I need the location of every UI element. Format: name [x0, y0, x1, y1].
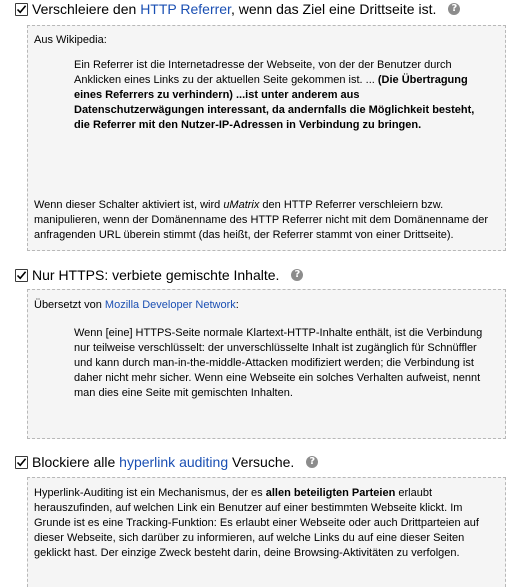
https-only-checkbox[interactable] [15, 269, 28, 282]
mozilla-developer-network-link[interactable]: Mozilla Developer Network [104, 299, 236, 311]
help-icon[interactable]: ? [306, 456, 318, 468]
help-icon[interactable]: ? [448, 3, 460, 15]
checkmark-icon [16, 457, 27, 468]
checkmark-icon [16, 270, 27, 281]
auditing-info-box [27, 477, 506, 587]
referrer-description: Wenn dieser Schalter aktiviert ist, wird uMatrix den HTTP Referrer verschleiern bzw. manipulieren, wenn der Domänenname des HTTP Referrer nicht mit dem Domänenname der anfragenden URL überein stimmt (das heißt, der Referrer stammt von einer Drittseite). [34, 199, 489, 241]
setting-hyperlink-auditing [0, 453, 512, 471]
mdn-quote: Wenn [eine] HTTPS-Seite normale Klartext-HTTP-Inhalte enthält, ist die Verbindung nur teilweise verschlüsselt: der unverschlüsselte Inhalt ist zugänglich für Schnüffler und kann durch man-in-the-middle-Attacken modifiziert werden; die Verbindung ist daher nicht mehr sicher. Wenn eine Webseite ein solches Verhalten aufweist, nennt man dies eine Seite mit gemischten Inhalten. [74, 327, 483, 399]
referrer-checkbox[interactable] [15, 3, 28, 16]
https-info-box [27, 289, 506, 439]
referrer-info-box [27, 25, 506, 251]
setting-auditing-row [0, 453, 512, 471]
setting-referrer-row [0, 0, 512, 18]
checkmark-icon [16, 4, 27, 15]
http-referrer-link[interactable]: HTTP Referrer [140, 1, 231, 17]
wikipedia-quote: Ein Referrer ist die Internetadresse der Webseite, von der der Benutzer durch Anklicken eines Links zu der aktuellen Seite gekommen ist. ... (Die Übertragung eines Referrers zu verhindern) ...ist unter anderem aus Datenschutzerwägungen interessant, da andernfalls die Möglichkeit besteht, die Referrer mit den Nutzer-IP-Adressen in Verbindung zu bringen. [74, 59, 475, 131]
mdn-source: Übersetzt von Mozilla Developer Network: [34, 299, 239, 311]
auditing-description: Hyperlink-Auditing ist ein Mechanismus, der es allen beteiligten Parteien erlaubt herauszufinden, auf welchen Link ein Benutzer auf einer bestimmten Webseite klickt. Im Grunde ist es eine Tracking-Funktion: Es erlaubt einer Webseite oder auch Drittparteien auf dieser Webseite, sich darüber zu informieren, auf welche Links du auf eine dieser Seiten geklickt hast. Der einzige Zweck besteht darin, deine Browsing-Aktivitäten zu verfolgen. [34, 487, 479, 559]
https-only-label: Nur HTTPS: verbiete gemischte Inhalte. [32, 267, 280, 283]
setting-referrer [0, 0, 512, 18]
hyperlink-auditing-checkbox[interactable] [15, 456, 28, 469]
hyperlink-auditing-link[interactable]: hyperlink auditing [119, 454, 229, 470]
referrer-label: Verschleiere den HTTP Referrer, wenn das Ziel eine Drittseite ist. [32, 1, 437, 17]
help-icon[interactable]: ? [291, 269, 303, 281]
wikipedia-source: Aus Wikipedia: [34, 34, 107, 46]
hyperlink-auditing-label: Blockiere alle hyperlink auditing Versuche. [32, 454, 295, 470]
setting-https-row [0, 266, 512, 284]
setting-https-only [0, 266, 512, 284]
